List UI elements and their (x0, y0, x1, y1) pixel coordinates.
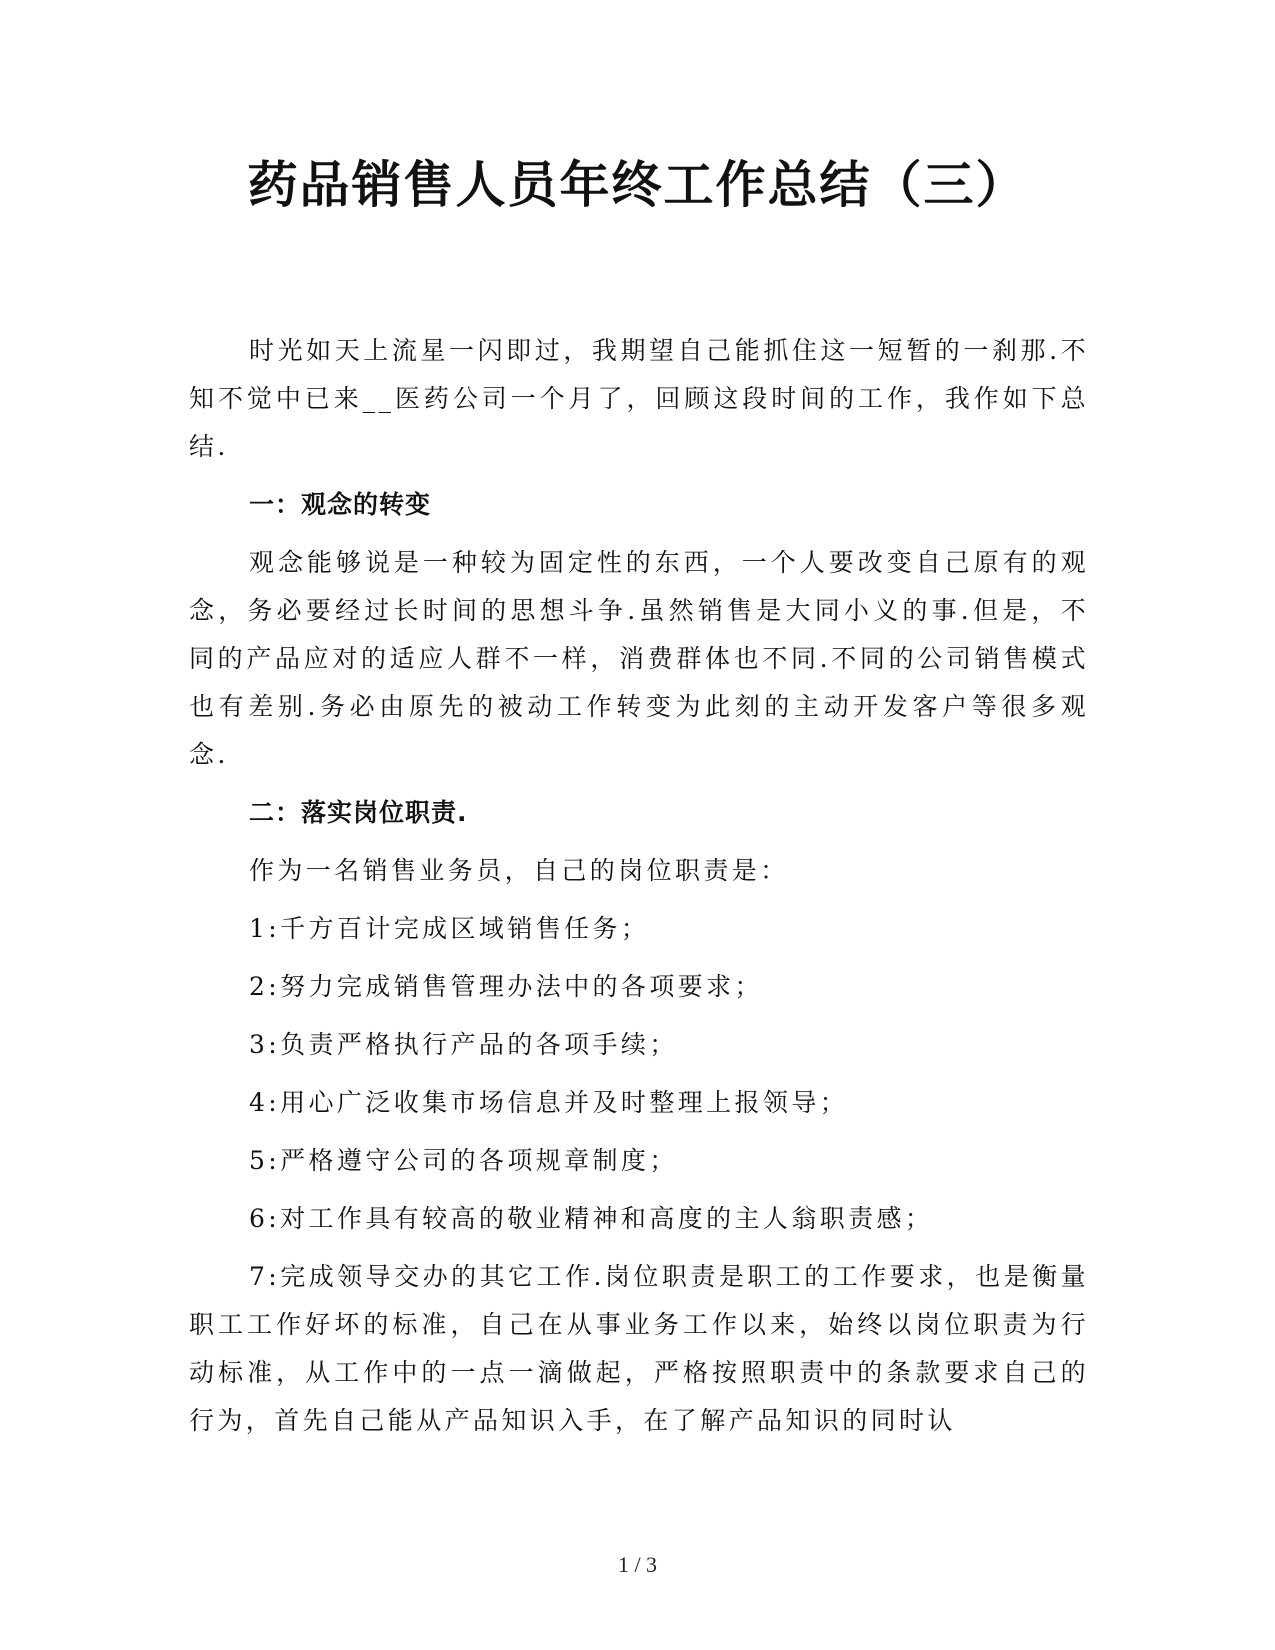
duty-item-5: 5:严格遵守公司的各项规章制度； (249, 1146, 678, 1175)
duty-item-1: 1:千方百计完成区域销售任务； (249, 914, 650, 943)
duty-item-6: 6:对工作具有较高的敬业精神和高度的主人翁职责感； (249, 1204, 934, 1233)
duty-item-3: 3:负责严格执行产品的各项手续； (249, 1030, 678, 1059)
page-number: 1 / 3 (617, 1552, 658, 1577)
section-1-heading: 一：观念的转变 (249, 490, 432, 519)
intro-paragraph: 时光如天上流星一闪即过，我期望自己能抓住这一短暂的一刹那.不知不觉中已来__医药公司一个月了，回顾这段时间的工作，我作如下总结. (189, 336, 1089, 461)
section-2-heading: 二：落实岗位职责. (249, 798, 468, 827)
section-2-lead: 作为一名销售业务员，自己的岗位职责是： (249, 856, 789, 885)
section-1-paragraph: 观念能够说是一种较为固定性的东西，一个人要改变自己原有的观念，务必要经过长时间的思想斗争.虽然销售是大同小义的事.但是，不同的产品应对的适应人群不一样，消费群体也不同.不同的公司销售模式也有差别.务必由原先的被动工作转变为此刻的主动开发客户等很多观念. (189, 548, 1089, 769)
document-title: 药品销售人员年终工作总结（三） (247, 156, 1028, 214)
duty-item-2: 2:努力完成销售管理办法中的各项要求； (249, 972, 763, 1001)
duty-item-4: 4:用心广泛收集市场信息并及时整理上报领导； (249, 1088, 849, 1117)
section-2-closing-paragraph: 7:完成领导交办的其它工作.岗位职责是职工的工作要求，也是衡量职工工作好坏的标准，自己在从事业务工作以来，始终以岗位职责为行动标准，从工作中的一点一滴做起，严格按照职责中的条款要求自己的行为，首先自己能从产品知识入手，在了解产品知识的同时认 (189, 1262, 1089, 1435)
document-body (189, 327, 1089, 1455)
